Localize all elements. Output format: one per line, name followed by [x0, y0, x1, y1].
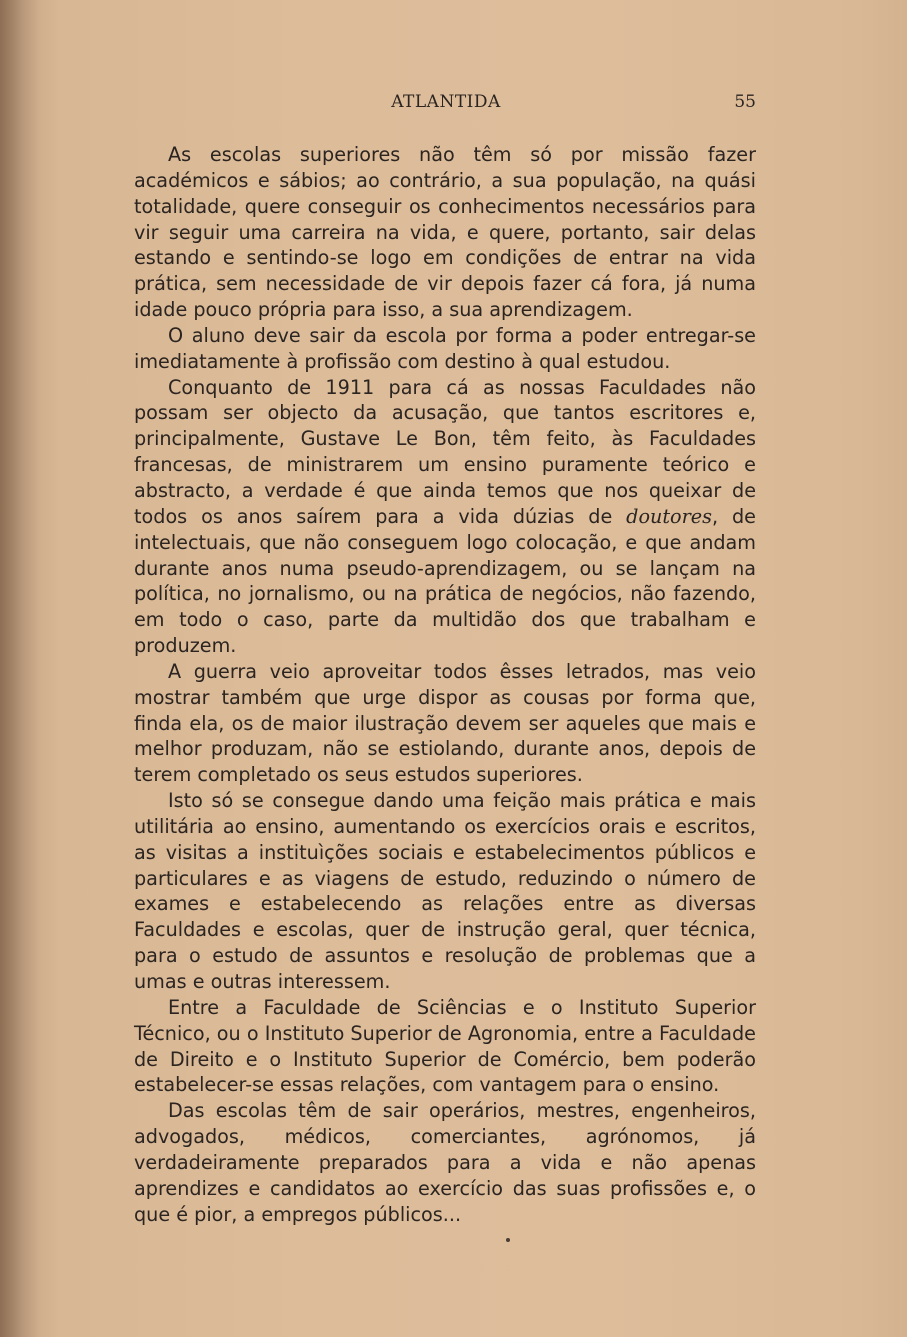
- paragraph-5: Isto só se consegue dando uma feição mais prática e mais utilitária ao ensino, aumentando os exercícios orais e escritos, as visitas a instituìções sociais e estabelecimentos públicos e particulares e as viagens de estudo, reduzindo o número de exames e estabelecendo as relações entre as diversas Faculdades e escolas, quer de instrução geral, quer técnica, para o estudo de assuntos e resolução de problemas que a umas e outras interessem.: [134, 789, 756, 993]
- paragraph-3-text-before: Conquanto de 1911 para cá as nossas Faculdades não possam ser objecto da acusação, que tantos escritores e, principalmente, Gustave Le Bon, têm feito, às Faculdades francesas, de ministrarem um ensino puramente teórico e abstracto, a verdade é que ainda temos que nos queixar de todos os anos saírem para a vida dúzias de: [134, 375, 756, 528]
- page-edge-shadow: [0, 0, 40, 1337]
- running-title: ATLANTIDA: [391, 92, 501, 112]
- decorative-dot: [506, 1238, 510, 1242]
- paragraph-3: [134, 375, 756, 659]
- paragraph-1: As escolas superiores não têm só por missão fazer académicos e sábios; ao contrário, a sua população, na quási totalidade, quere conseguir os conhecimentos necessários para vir seguir uma carreira na vida, e quere, portanto, sair delas estando e sentindo-se logo em condições de entrar na vida prática, sem necessidade de vir depois fazer cá fora, já numa idade pouco própria para isso, a sua aprendizagem.: [134, 143, 756, 322]
- paragraph-3-text-after: , de intelectuais, que não conseguem logo colocação, e que andam durante anos numa pseudo-aprendizagem, ou se lançam na política, no jornalismo, ou na prática de negócios, não fazendo, em todo o caso, parte da multidão dos que trabalham e produzem.: [134, 504, 756, 658]
- paragraph-2: O aluno deve sair da escola por forma a poder entregar-se imediatamente à profissão com destino à qual estudou.: [134, 323, 756, 373]
- paragraph-4: A guerra veio aproveitar todos êsses letrados, mas veio mostrar também que urge dispor as cousas por forma que, finda ela, os de maior ilustração devem ser aqueles que mais e melhor produzam, não se estiolando, durante anos, depois de terem completado os seus estudos superiores.: [134, 659, 756, 787]
- paragraph-6: Entre a Faculdade de Sciências e o Instituto Superior Técnico, ou o Instituto Superior de Agronomia, entre a Faculdade de Direito e o Instituto Superior de Comércio, bem poderão estabelecer-se essas relações, com vantagem para o ensino.: [134, 995, 756, 1097]
- page-number: 55: [734, 92, 756, 112]
- page-body: [134, 142, 756, 1227]
- paragraph-7: Das escolas têm de sair operários, mestres, engenheiros, advogados, médicos, comerciantes, agrónomos, já verdadeiramente preparados para a vida e não apenas aprendizes e candidatos ao exercício das suas profissões e, o que é pior, a empregos públicos...: [134, 1099, 756, 1226]
- emphasized-word-doutores: doutores: [626, 504, 712, 528]
- page-header: [134, 92, 758, 118]
